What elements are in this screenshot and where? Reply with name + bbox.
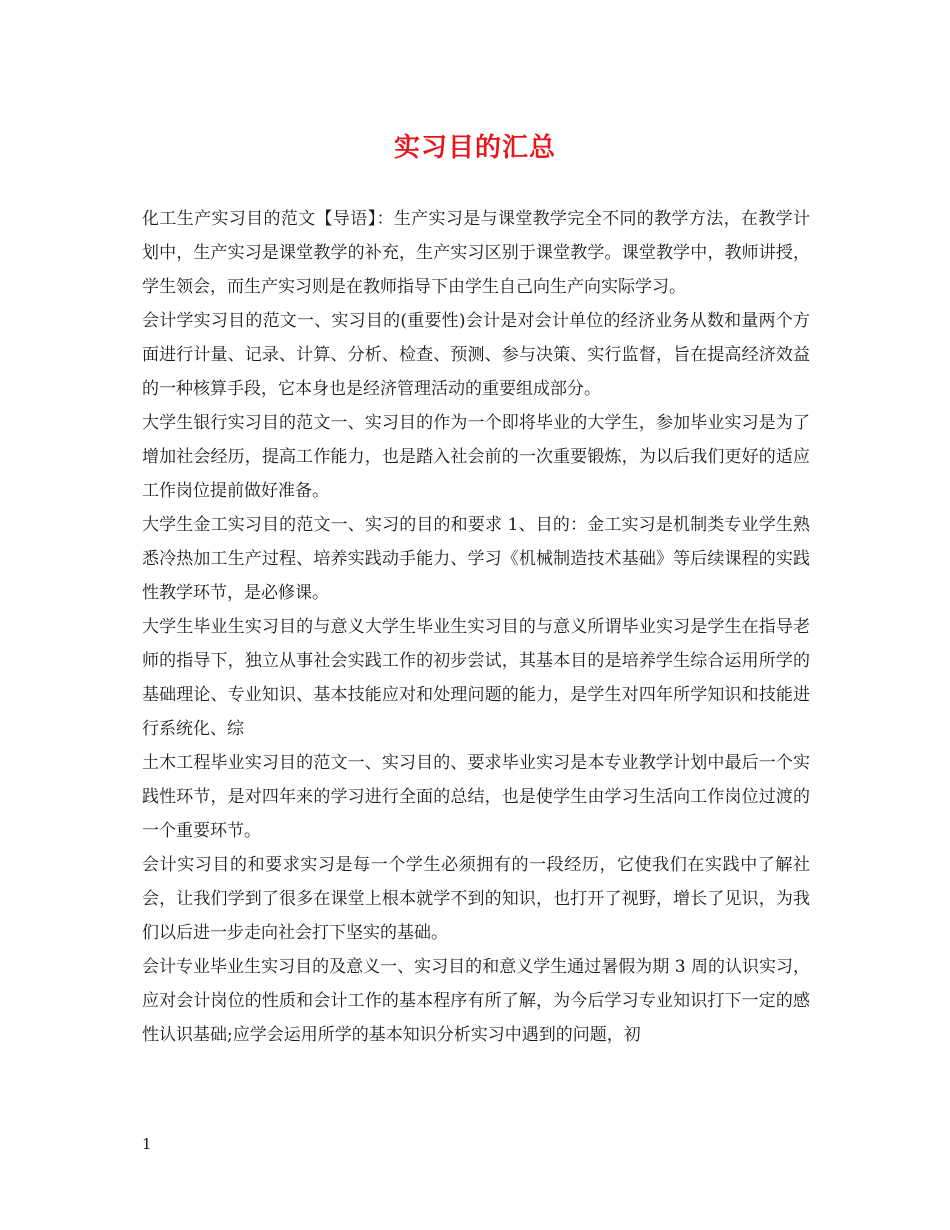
document-title: 实习目的汇总 xyxy=(393,133,556,163)
paragraph-accounting-major: 会计专业毕业生实习目的及意义一、实习目的和意义学生通过暑假为期 3 周的认识实习，应对会计岗位的性质和会计工作的基本程序有所了解，为今后学习专业知识打下一定的感性认识基础;应学会运用所学的基本知识分析实习中遇到的问题，初 xyxy=(142,957,810,1045)
paragraph-bank: 大学生银行实习目的范文一、实习目的作为一个即将毕业的大学生，参加毕业实习是为了增加社会经历，提高工作能力，也是踏入社会前的一次重要锻炼，为以后我们更好的适应工作岗位提前做好准备。 xyxy=(142,413,810,501)
document-body xyxy=(142,202,810,1052)
paragraph-accounting-requirements: 会计实习目的和要求实习是每一个学生必须拥有的一段经历，它使我们在实践中了解社会，让我们学到了很多在课堂上根本就学不到的知识，也打开了视野，增长了见识，为我们以后进一步走向社会打下坚实的基础。 xyxy=(142,855,810,943)
paragraph-graduate-internship: 大学生毕业生实习目的与意义大学生毕业生实习目的与意义所谓毕业实习是学生在指导老师的指导下，独立从事社会实践工作的初步尝试，其基本目的是培养学生综合运用所学的基础理论、专业知识、基本技能应对和处理问题的能力，是学生对四年所学知识和技能进行系统化、综 xyxy=(142,617,810,739)
page-number: 1 xyxy=(142,1135,152,1153)
paragraph-accounting: 会计学实习目的范文一、实习目的(重要性)会计是对会计单位的经济业务从数和量两个方面进行计量、记录、计算、分析、检查、预测、参与决策、实行监督，旨在提高经济效益的一种核算手段，它本身也是经济管理活动的重要组成部分。 xyxy=(142,311,810,399)
paragraph-civil-engineering: 土木工程毕业实习目的范文一、实习目的、要求毕业实习是本专业教学计划中最后一个实践性环节，是对四年来的学习进行全面的总结，也是使学生由学习生活向工作岗位过渡的一个重要环节。 xyxy=(142,753,810,841)
paragraph-chemical-production: 化工生产实习目的范文【导语】：生产实习是与课堂教学完全不同的教学方法，在教学计划中，生产实习是课堂教学的补充，生产实习区别于课堂教学。课堂教学中，教师讲授，学生领会，而生产实习则是在教师指导下由学生自己向生产向实际学习。 xyxy=(142,209,810,297)
paragraph-metalworking: 大学生金工实习目的范文一、实习的目的和要求 1、目的：金工实习是机制类专业学生熟悉冷热加工生产过程、培养实践动手能力、学习《机械制造技术基础》等后续课程的实践性教学环节，是必修课。 xyxy=(142,515,810,603)
